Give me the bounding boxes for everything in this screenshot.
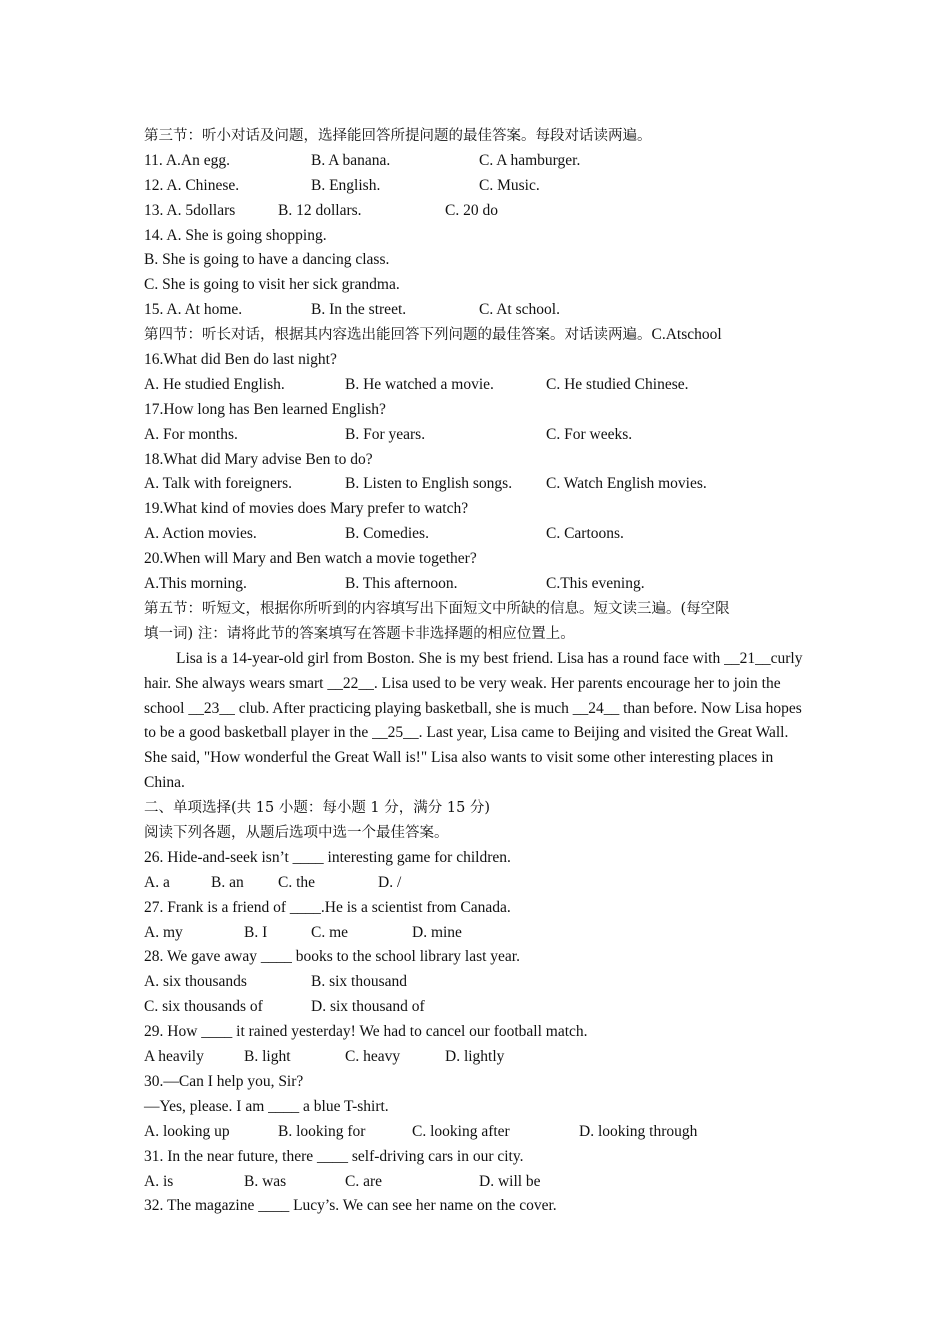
q26-option-d: D. /	[378, 873, 402, 891]
q11-option-b: B. A banana.	[311, 151, 391, 169]
q13-option-a: 13. A. 5dollars	[144, 201, 236, 219]
part2-heading: 二、单项选择(共 15 小题：每小题 1 分，满分 15 分)	[144, 800, 491, 817]
q19-option-b: B. Comedies.	[345, 525, 429, 543]
q19-options	[144, 522, 814, 547]
q18-option-a: A. Talk with foreigners.	[144, 475, 292, 493]
q19-option-c: C. Cartoons.	[546, 525, 624, 543]
q17-question: 17.How long has Ben learned English?	[144, 400, 386, 418]
question-12	[144, 174, 814, 199]
question-13	[144, 199, 814, 224]
question-15	[144, 298, 814, 323]
q18-option-b: B. Listen to English songs.	[345, 475, 513, 493]
section3-heading: 第三节：听小对话及问题，选择能回答所提问题的最佳答案。每段对话读两遍。	[144, 128, 652, 144]
q30-option-b: B. looking for	[278, 1122, 366, 1140]
q11-option-a: 11. A.An egg.	[144, 151, 230, 169]
q28-option-a: A. six thousands	[144, 973, 247, 991]
q15-option-a: 15. A. At home.	[144, 301, 243, 319]
q28-options-ab	[144, 970, 814, 995]
q29-option-d: D. lightly	[445, 1048, 505, 1066]
q20-option-a: A.This morning.	[144, 575, 247, 593]
q27-options	[144, 921, 814, 946]
q31-option-b: B. was	[244, 1172, 287, 1190]
q28-option-d: D. six thousand of	[311, 998, 425, 1016]
q16-option-b: B. He watched a movie.	[345, 375, 494, 393]
q19-option-a: A. Action movies.	[144, 525, 257, 543]
q19-question: 19.What kind of movies does Mary prefer to watch?	[144, 500, 469, 518]
q12-option-b: B. English.	[311, 176, 381, 194]
q16-options	[144, 373, 814, 398]
q30-option-a: A. looking up	[144, 1122, 230, 1140]
exam-page	[144, 124, 814, 1219]
q17-options	[144, 423, 814, 448]
q20-option-b: B. This afternoon.	[345, 575, 458, 593]
q11-option-c: C. A hamburger.	[479, 151, 581, 169]
q20-option-c: C.This evening.	[546, 575, 645, 593]
q14-option-a: 14. A. She is going shopping.	[144, 226, 327, 244]
q28-options-cd	[144, 995, 814, 1020]
q15-option-c: C. At school.	[479, 301, 560, 319]
q29-option-b: B. light	[244, 1048, 291, 1066]
q29-options	[144, 1045, 814, 1070]
part2-instructions: 阅读下列各题，从题后选项中选一个最佳答案。	[144, 825, 449, 842]
q26-option-c: C. the	[278, 873, 316, 891]
q18-question: 18.What did Mary advise Ben to do?	[144, 450, 373, 468]
q15-option-b: B. In the street.	[311, 301, 407, 319]
q20-question: 20.When will Mary and Ben watch a movie together?	[144, 550, 477, 568]
section4-heading	[144, 323, 814, 348]
q29-question: 29. How ____ it rained yesterday! We had to cancel our football match.	[144, 1023, 588, 1041]
q26-option-a: A. a	[144, 873, 170, 891]
q26-option-b: B. an	[211, 873, 244, 891]
q17-option-b: B. For years.	[345, 425, 426, 443]
q27-option-d: D. mine	[412, 923, 462, 941]
q16-option-a: A. He studied English.	[144, 375, 285, 393]
section5-heading-line2: 填一词) 注：请将此节的答案填写在答题卡非选择题的相应位置上。	[144, 625, 575, 642]
section5-heading-line1: 第五节：听短文，根据你所听到的内容填写出下面短文中所缺的信息。短文读三遍。(每空限	[144, 600, 730, 617]
q31-options	[144, 1170, 814, 1195]
q30-option-d: D. looking through	[579, 1122, 698, 1140]
q31-option-c: C. are	[345, 1172, 383, 1190]
q28-option-b: B. six thousand	[311, 973, 408, 991]
q13-option-b: B. 12 dollars.	[278, 201, 362, 219]
cloze-passage: Lisa is a 14-year-old girl from Boston. She is my best friend. Lisa has a round face with __21__curly hair. She always wears smart __22__. Lisa used to be very weak. Her parents encourage her to join the school __23__ club. After practicing playing basketball, she is much __24__ than before. Now Lisa hopes to be a good basketball player in the __25__. Last year, Lisa came to Beijing and visited the Great Wall. She said, "How wonderful the Great Wall is!" Lisa also wants to visit some other interesting places in China.	[144, 649, 803, 792]
q12-option-c: C. Music.	[479, 176, 540, 194]
q27-option-c: C. me	[311, 923, 349, 941]
q30-options	[144, 1120, 814, 1145]
q17-option-c: C. For weeks.	[546, 425, 633, 443]
q13-option-c: C. 20 do	[445, 201, 498, 219]
q31-option-a: A. is	[144, 1172, 174, 1190]
q27-option-a: A. my	[144, 923, 183, 941]
q28-question: 28. We gave away ____ books to the school library last year.	[144, 948, 520, 966]
q32-question: 32. The magazine ____ Lucy’s. We can see her name on the cover.	[144, 1197, 557, 1215]
q18-options	[144, 472, 814, 497]
q29-option-c: C. heavy	[345, 1048, 401, 1066]
q27-option-b: B. I	[244, 923, 268, 941]
q26-question: 26. Hide-and-seek isn’t ____ interesting game for children.	[144, 848, 511, 866]
q12-option-a: 12. A. Chinese.	[144, 176, 240, 194]
q30-option-c: C. looking after	[412, 1122, 510, 1140]
q16-question: 16.What did Ben do last night?	[144, 351, 337, 369]
q14-option-c: C. She is going to visit her sick grandma.	[144, 276, 400, 294]
q31-question: 31. In the near future, there ____ self-driving cars in our city.	[144, 1147, 524, 1165]
q20-options	[144, 572, 814, 597]
q14-option-b: B. She is going to have a dancing class.	[144, 251, 390, 269]
q30-question-line2: —Yes, please. I am ____ a blue T-shirt.	[144, 1097, 389, 1115]
q18-option-c: C. Watch English movies.	[546, 475, 707, 493]
q30-question-line1: 30.—Can I help you, Sir?	[144, 1072, 304, 1090]
q17-option-a: A. For months.	[144, 425, 238, 443]
q29-option-a: A heavily	[144, 1048, 204, 1066]
q28-option-c: C. six thousands of	[144, 998, 263, 1016]
q26-options	[144, 871, 814, 896]
question-11	[144, 149, 814, 174]
q27-question: 27. Frank is a friend of ____.He is a scientist from Canada.	[144, 898, 511, 916]
q16-option-c: C. He studied Chinese.	[546, 375, 689, 393]
section4-heading-tail: C.Atschool	[651, 326, 722, 344]
section4-heading-text: 第四节：听长对话，根据其内容选出能回答下列问题的最佳答案。对话读两遍。	[144, 327, 652, 344]
q31-option-d: D. will be	[479, 1172, 541, 1190]
